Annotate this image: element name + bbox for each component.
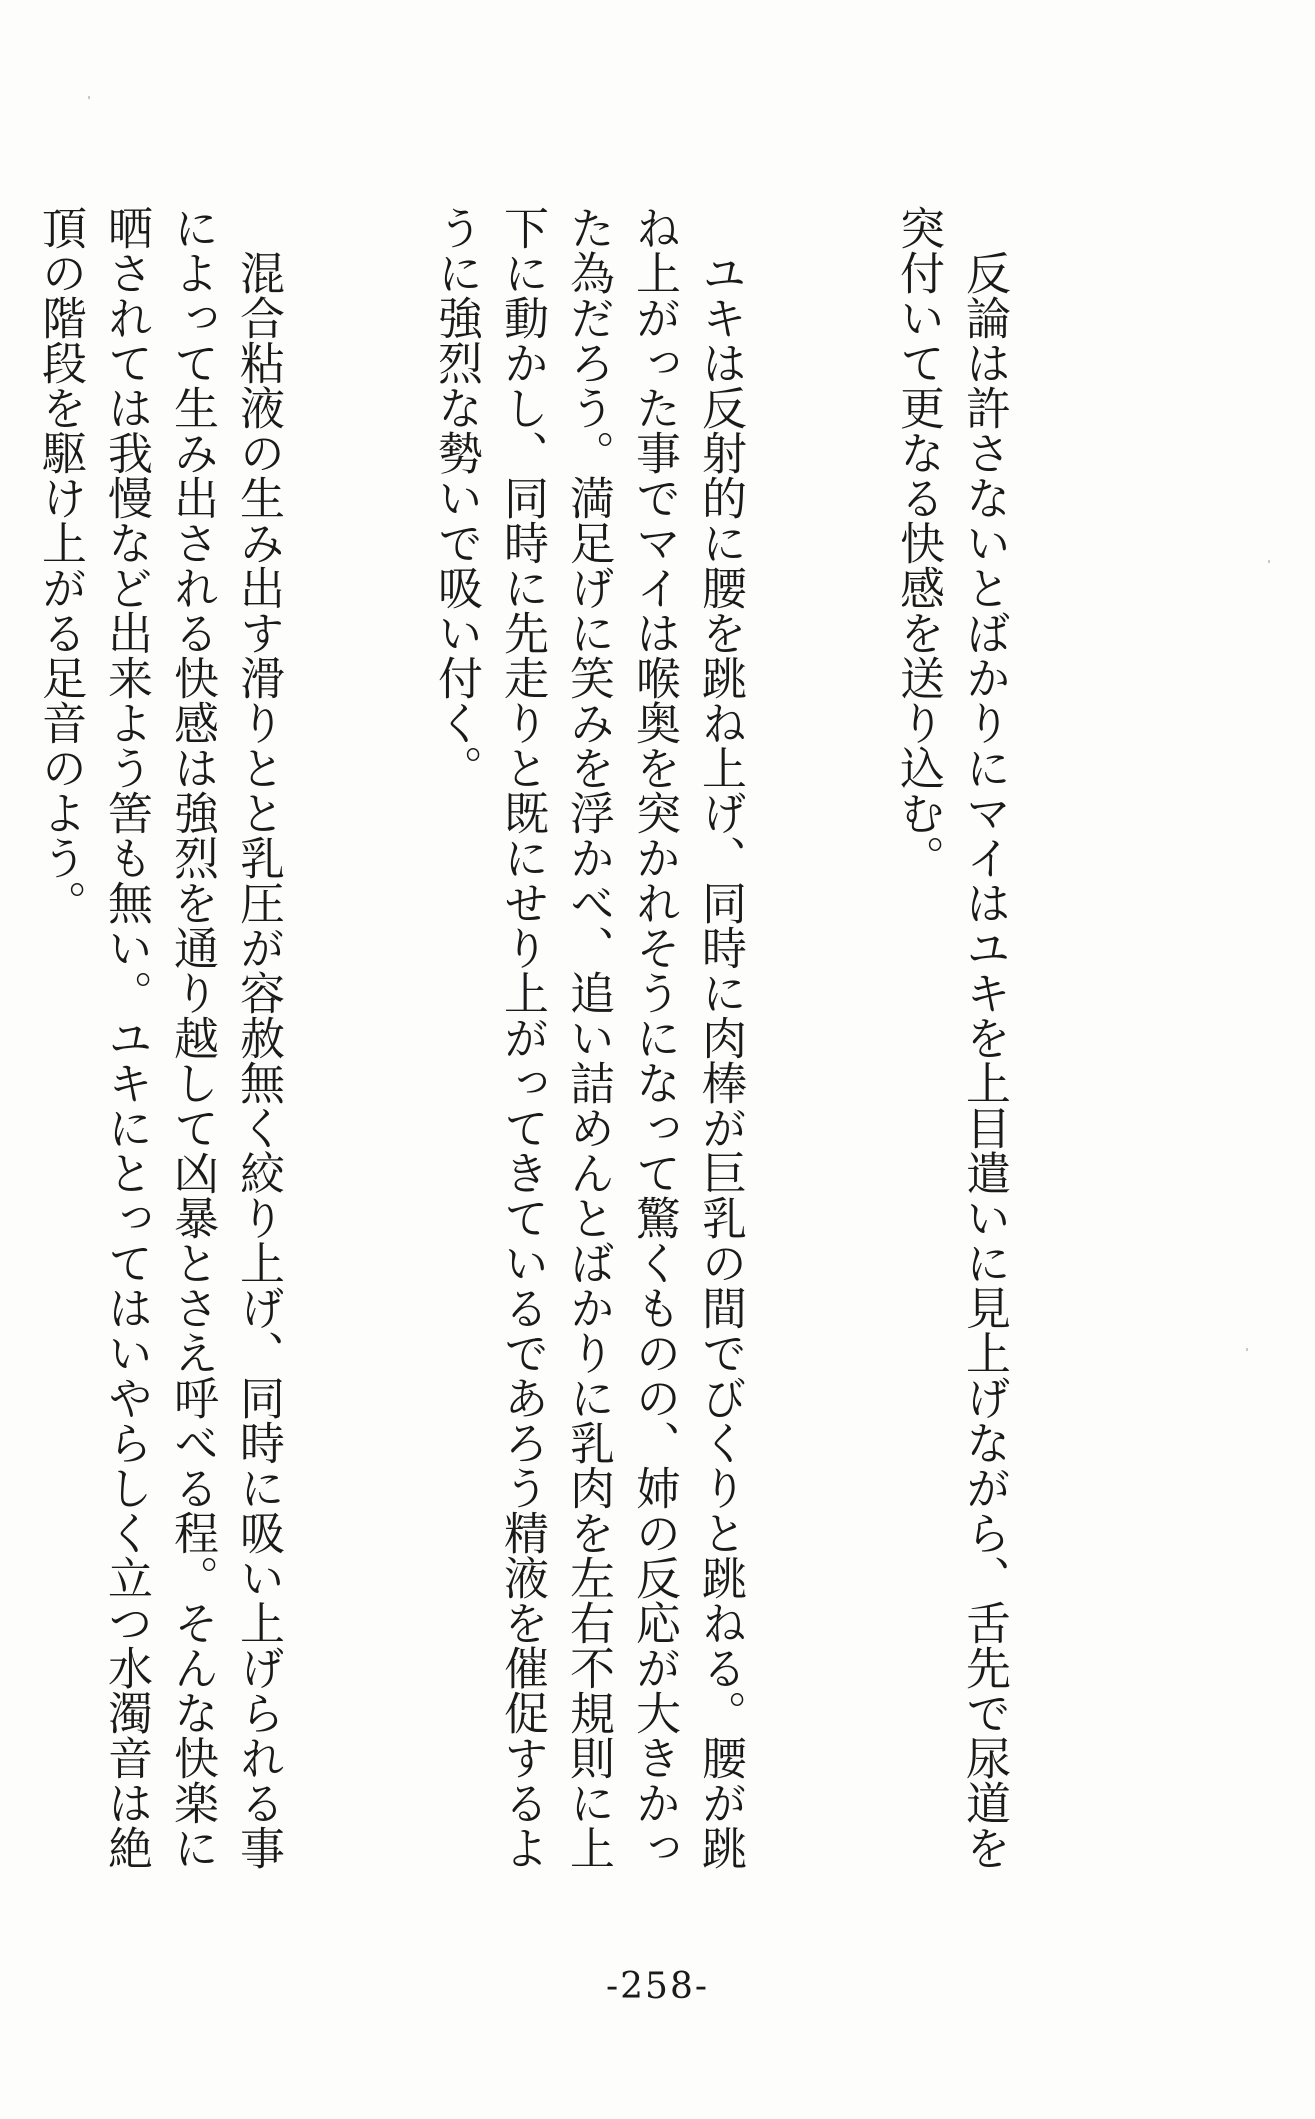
paper-speck	[88, 96, 90, 99]
vertical-text-body	[0, 205, 1149, 1885]
paragraph: 混合粘液の生み出す滑りとと乳圧が容赦無く絞り上げ、同時に吸い上げられる事によって生み出される快感は強烈を通り越して凶暴とさえ呼べる程。そんな快楽に晒されては我慢など出来よう筈も無い。ユキにとってはいやらしく立つ水濁音は絶頂の階段を駆け上がる足音のよう。	[34, 205, 285, 1870]
paper-speck	[1246, 1348, 1248, 1351]
paragraph: 反論は許さないとばかりにマイはユキを上目遣いに見上げながら、舌先で尿道を突付いて更なる快感を送り込む。	[892, 205, 1011, 1870]
page-number: -258-	[605, 1966, 710, 2007]
paper-speck	[1268, 560, 1270, 563]
paragraph: ユキは反射的に腰を跳ね上げ、同時に肉棒が巨乳の間でびくりと跳ねる。腰が跳ね上がった事でマイは喉奥を突かれそうになって驚くものの、姉の反応が大きかった為だろう。満足げに笑みを浮かべ、追い詰めんとばかりに乳肉を左右不規則に上下に動かし、同時に先走りと既にせり上がってきているであろう精液を催促するように強烈な勢いで吸い付く。	[430, 205, 747, 1870]
